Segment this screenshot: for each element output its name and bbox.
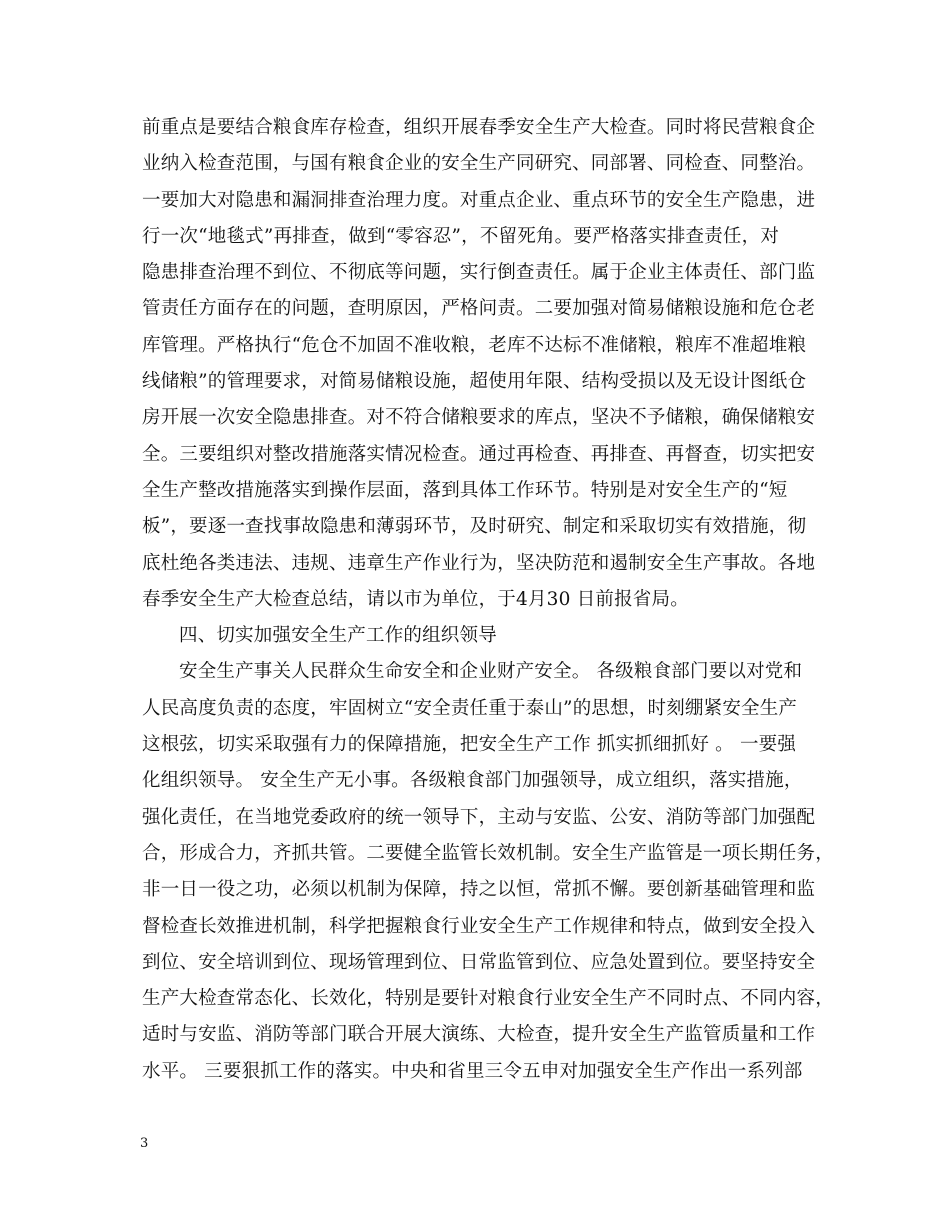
text-line: 适时与安监、消防等部门联合开展大演练、大检查，提升安全生产监管质量和工作: [142, 1024, 816, 1046]
text-line: 生产大检查常态化、长效化，特别是要针对粮食行业安全生产不同时点、不同内容，: [142, 988, 834, 1010]
text-line: 底杜绝各类违法、违规、违章生产作业行为，坚决防范和遏制安全生产事故。各地: [142, 552, 816, 574]
text-line: 人民高度负责的态度，牢固树立“安全责任重于泰山”的思想，时刻绷紧安全生产: [142, 697, 798, 719]
text-line: 管责任方面存在的问题，查明原因，严格问责。二要加强对简易储粮设施和危仓老: [142, 298, 816, 320]
text-line: 四、切实加强安全生产工作的组织领导: [179, 625, 497, 647]
text-line: 到位、安全培训到位、现场管理到位、日常监管到位、应急处置到位。要坚持安全: [142, 951, 816, 973]
text-line: 强化责任，在当地党委政府的统一领导下，主动与安监、公安、消防等部门加强配: [142, 806, 816, 828]
text-line: 一要加大对隐患和漏洞排查治理力度。对重点企业、重点环节的安全生产隐患，进: [142, 189, 816, 211]
text-line: 督检查长效推进机制，科学把握粮食行业安全生产工作规律和特点，做到安全投入: [142, 915, 816, 937]
text-line: 水平。 三要狠抓工作的落实。中央和省里三令五申对加强安全生产作出一系列部: [142, 1060, 803, 1082]
text-line: 隐患排查治理不到位、不彻底等问题，实行倒查责任。属于企业主体责任、部门监: [142, 262, 816, 284]
text-line: 板”，要逐一查找事故隐患和薄弱环节，及时研究、制定和采取切实有效措施，彻: [142, 516, 807, 538]
text-line: 前重点是要结合粮食库存检查，组织开展春季安全生产大检查。同时将民营粮食企: [142, 117, 816, 138]
text-line: 这根弦，切实采取强有力的保障措施，把安全生产工作 抓实抓细抓好 。 一要强: [142, 734, 797, 756]
text-line: 春季安全生产大检查总结，请以市为单位，于4月30 日前报省局。: [142, 588, 689, 610]
text-line: 行一次“地毯式”再排查，做到“零容忍”，不留死角。要严格落实排查责任，对: [142, 225, 780, 247]
text-line: 化组织领导。 安全生产无小事。各级粮食部门加强领导，成立组织，落实措施，: [142, 770, 803, 792]
text-line: 线储粮”的管理要求，对简易储粮设施，超使用年限、结构受损以及无设计图纸仓: [142, 371, 807, 393]
body-text: [142, 110, 834, 1090]
text-line: 全生产整改措施落实到操作层面，落到具体工作环节。特别是对安全生产的“短: [142, 479, 788, 501]
text-line: 全。三要组织对整改措施落实情况检查。通过再检查、再排查、再督查，切实把安: [142, 443, 816, 465]
text-line: 库管理。严格执行“危仓不加固不准收粮，老库不达标不准储粮，粮库不准超堆粮: [142, 334, 807, 356]
text-line: 非一日一役之功，必须以机制为保障，持之以恒，常抓不懈。要创新基础管理和监: [142, 879, 816, 901]
text-line: 业纳入检查范围，与国有粮食企业的安全生产同研究、同部署、同检查、同整治。: [142, 153, 816, 175]
text-line: 房开展一次安全隐患排查。对不符合储粮要求的库点，坚决不予储粮，确保储粮安: [142, 407, 816, 429]
text-line: 合，形成合力，齐抓共管。二要健全监管长效机制。安全生产监管是一项长期任务，: [142, 842, 834, 864]
text-line: 安全生产事关人民群众生命安全和企业财产安全。 各级粮食部门要以对党和: [179, 661, 803, 683]
page-number: 3: [140, 1136, 149, 1151]
